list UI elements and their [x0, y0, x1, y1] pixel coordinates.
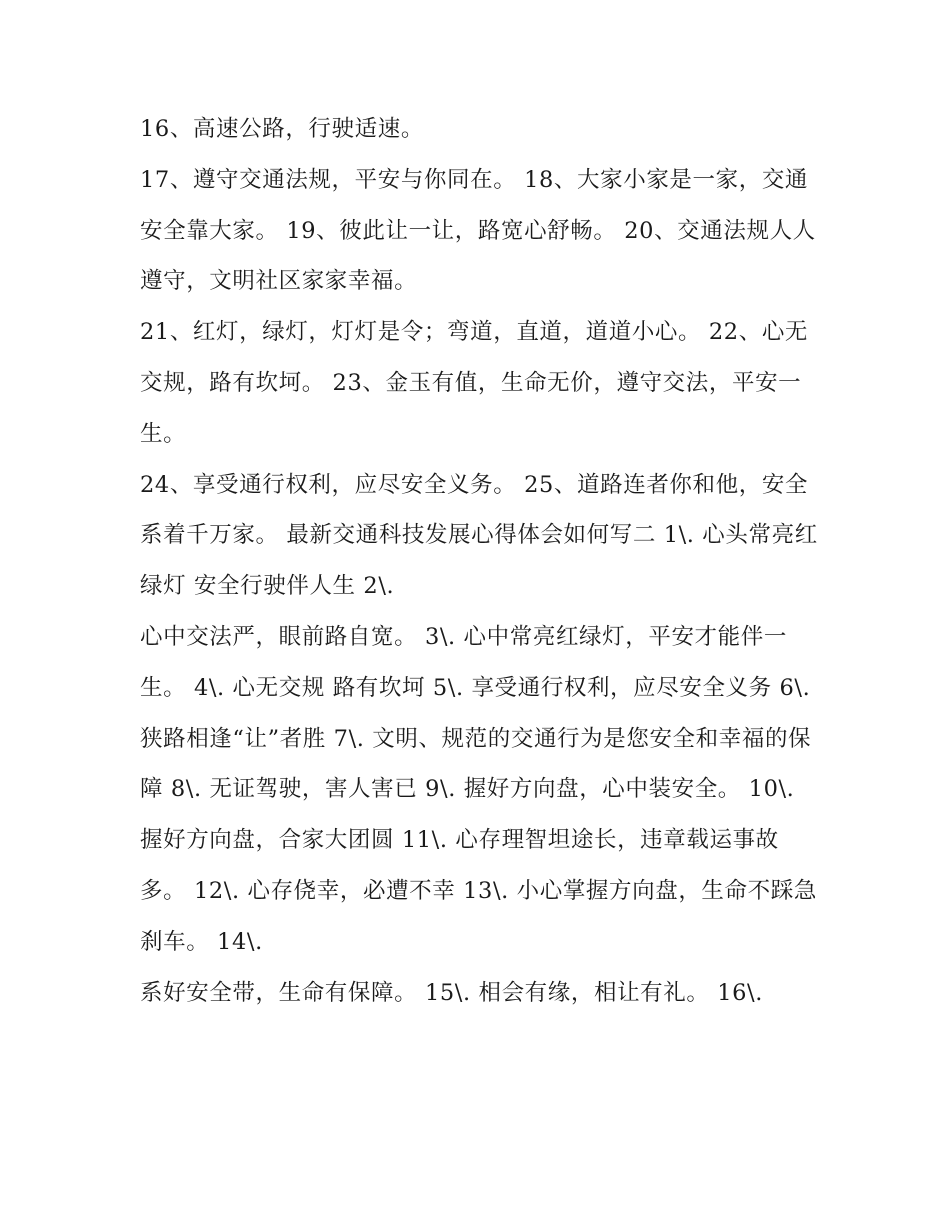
paragraph: 握好方向盘，合家大团圆 11\. 心存理智坦途长，违章载运事故多。 12\. 心存侥幸，必遭不幸 13\. 小心掌握方向盘，生命不踩急刹车。 14\.	[140, 827, 817, 955]
paragraph: 21、红灯，绿灯，灯灯是令；弯道，直道，道道小心。 22、心无交规，路有坎坷。 23、金玉有值，生命无价，遵守交法，平安一生。	[140, 319, 809, 447]
paragraph: 16、高速公路，行驶适速。	[140, 116, 424, 142]
paragraph: 17、遵守交通法规，平安与你同在。 18、大家小家是一家，交通安全靠大家。 19、彼此让一让，路宽心舒畅。 20、交通法规人人遵守，文明社区家家幸福。	[140, 166, 816, 295]
paragraph: 狭路相逢“让”者胜 7\. 文明、规范的交通行为是您安全和幸福的保障 8\. 无证驾驶，害人害已 9\. 握好方向盘，心中装安全。 10\.	[140, 725, 812, 803]
paragraph: 心中交法严，眼前路自宽。 3\. 心中常亮红绿灯，平安才能伴一生。 4\. 心无交规 路有坎坷 5\. 享受通行权利，应尽安全义务 6\.	[140, 623, 811, 701]
document-body	[140, 104, 820, 1018]
paragraph: 系好安全带，生命有保障。 15\. 相会有缘，相让有礼。 16\.	[140, 979, 763, 1006]
paragraph: 24、享受通行权利，应尽安全义务。 25、道路连者你和他，安全系着千万家。 最新交通科技发展心得体会如何写二 1\. 心头常亮红绿灯 安全行驶伴人生 2\.	[140, 471, 818, 600]
